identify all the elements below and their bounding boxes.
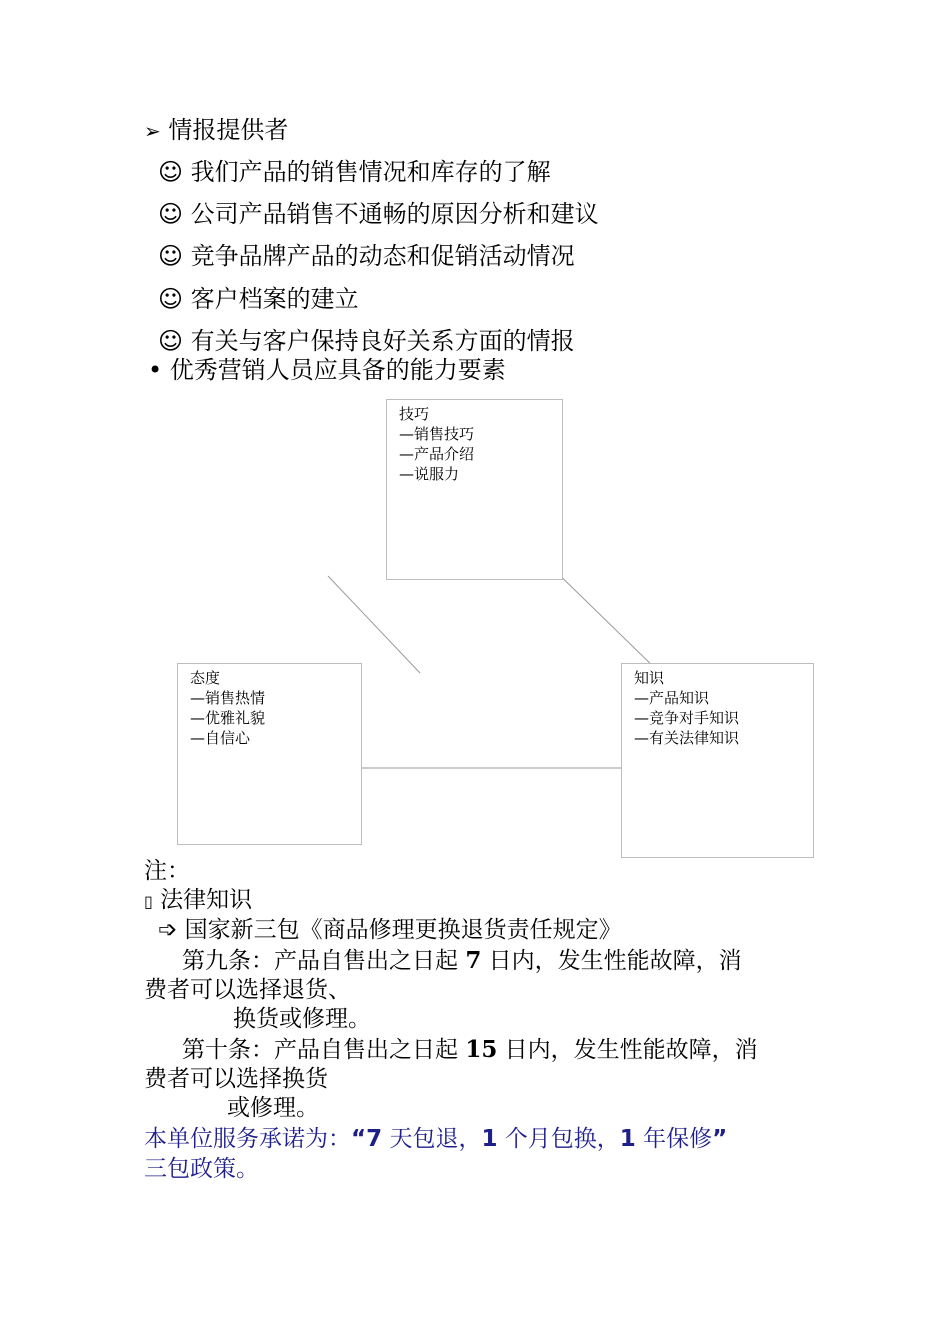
article-text: 第十条：产品自售出之日起 [182,1037,458,1063]
article-10-line1 [182,1035,758,1065]
article-text: 日内，发生性能故障，消 [488,948,742,974]
promise-number: 1 [481,1126,498,1152]
list-item-text: 竞争品牌产品的动态和促销活动情况 [190,242,575,270]
note-label: 注： [144,858,190,884]
list-item-text: 客户档案的建立 [190,285,359,313]
article-9-line3: 换货或修理。 [233,1006,371,1032]
regulation-title: 国家新三包《商品修理更换退货责任规定》 [184,917,622,943]
box-line: —有关法律知识 [634,729,740,747]
box-bullet-icon: ▯ [144,892,153,911]
promise-number: 7 [366,1126,383,1152]
section-title: 情报提供者 [168,116,289,144]
section-title: 优秀营销人员应具备的能力要素 [169,356,506,384]
article-9-line1 [182,946,742,976]
promise-text: 年保修 [643,1126,713,1152]
article-days: 15 [465,1036,498,1063]
article-days: 7 [465,947,482,974]
right-arrow-icon: ➩ [158,917,178,943]
smiley-icon: ☺ [158,285,184,313]
law-heading [144,885,252,917]
service-promise-line2: 三包政策。 [144,1156,259,1182]
promise-quote: ” [712,1126,728,1152]
list-item-text: 有关与客户保持良好关系方面的情报 [190,327,575,355]
smiley-icon: ☺ [158,327,184,355]
article-text: 第九条：产品自售出之日起 [182,948,458,974]
box-line: —自信心 [190,729,251,747]
article-10-line3: 或修理。 [227,1095,319,1121]
box-title: 技巧 [399,405,430,423]
skill-box [386,399,563,580]
list-item-text: 公司产品销售不通畅的原因分析和建议 [190,200,599,228]
article-10-line2: 费者可以选择换货 [144,1066,328,1092]
promise-text: 本单位服务承诺为： [144,1126,351,1152]
knowledge-box [621,663,814,858]
regulation-line [158,915,622,945]
connector-line [328,576,420,673]
box-line: —说服力 [399,465,460,483]
attitude-box [177,663,362,845]
promise-number: 1 [619,1126,636,1152]
promise-quote: “ [351,1126,367,1152]
arrow-bullet-icon: ➢ [144,119,161,143]
box-title: 知识 [634,669,665,687]
smiley-icon: ☺ [158,158,184,186]
bullet-icon: • [148,356,163,384]
box-line: —竞争对手知识 [634,709,740,727]
list-item-text: 我们产品的销售情况和库存的了解 [190,158,551,186]
law-title: 法律知识 [160,887,253,913]
box-line: —销售技巧 [399,425,475,443]
box-line: —产品知识 [634,689,710,707]
box-line: —销售热情 [190,689,266,707]
box-line: —优雅礼貌 [190,709,266,727]
promise-text: 个月包换， [504,1126,620,1152]
service-promise-line1 [144,1124,727,1154]
article-9-line2: 费者可以选择退货、 [144,977,351,1003]
promise-text: 天包退， [389,1126,482,1152]
smiley-icon: ☺ [158,242,184,270]
box-title: 态度 [190,669,221,687]
smiley-icon: ☺ [158,200,184,228]
article-text: 日内，发生性能故障，消 [504,1037,758,1063]
box-line: —产品介绍 [399,445,475,463]
